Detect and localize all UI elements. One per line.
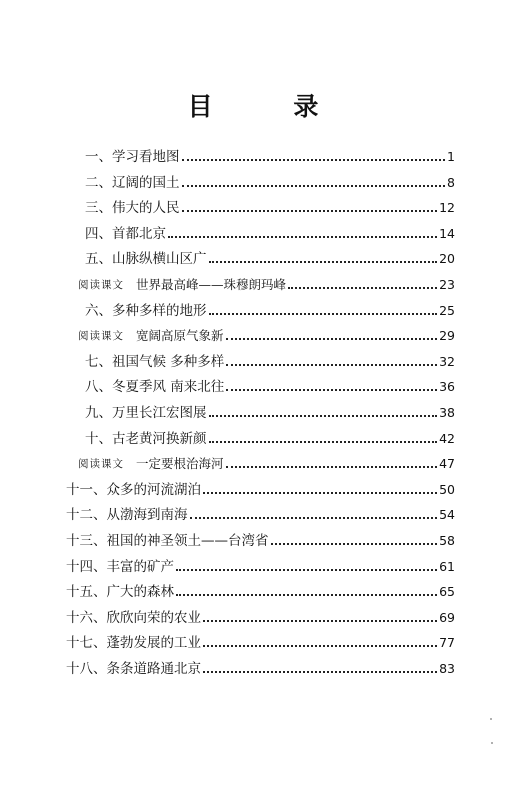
- dot-leader: [203, 645, 437, 647]
- chapter-title: 广大的森林: [106, 584, 174, 601]
- page-number: 47: [439, 456, 455, 472]
- page-number: 65: [439, 584, 455, 600]
- dot-leader: [209, 313, 438, 315]
- chapter-title: 丰富的矿产: [106, 558, 174, 575]
- dot-leader: [182, 185, 446, 187]
- chapter-title: 山脉纵横山区广: [112, 251, 207, 268]
- reading-text-tag: 阅读课文: [78, 458, 124, 471]
- toc-entry: [85, 223, 455, 243]
- page-number: 1: [447, 149, 455, 164]
- chapter-number: 九、: [85, 405, 112, 421]
- toc-entry: [85, 248, 455, 268]
- chapter-title: 首都北京: [112, 225, 166, 242]
- page-number: 61: [439, 558, 455, 574]
- chapter-title: 从渤海到南海: [106, 507, 188, 524]
- chapter-number: 十五、: [66, 584, 107, 601]
- page-title: 目 录: [187, 92, 355, 121]
- toc-entry: [85, 376, 455, 396]
- toc-entry-reading: [78, 453, 455, 473]
- chapter-title: 祖国的神圣领土——台湾省: [106, 533, 269, 549]
- chapter-title: 世界最高峰——珠穆朗玛峰: [136, 277, 287, 292]
- chapter-number: 十一、: [66, 481, 107, 498]
- toc-entry: [85, 146, 455, 166]
- chapter-title: 宽阔高原气象新: [136, 328, 224, 344]
- dot-leader: [226, 338, 438, 340]
- chapter-number: 六、: [85, 302, 112, 319]
- chapter-title: 古老黄河换新颜: [112, 430, 207, 447]
- toc-entry: [66, 581, 455, 601]
- scan-speck: [490, 718, 492, 720]
- page-number: 69: [439, 609, 455, 625]
- chapter-number: 四、: [85, 225, 112, 242]
- chapter-number: 十三、: [66, 533, 107, 549]
- dot-leader: [226, 466, 438, 468]
- chapter-title: 条条道路通北京: [106, 661, 201, 677]
- page-number: 14: [439, 225, 455, 241]
- page-number: 77: [439, 635, 455, 651]
- dot-leader: [226, 364, 437, 366]
- page-number: 58: [439, 533, 455, 548]
- page-number: 29: [439, 328, 455, 344]
- reading-text-tag: 阅读课文: [78, 330, 124, 343]
- toc-entry-reading: [78, 274, 455, 294]
- page-number: 32: [439, 353, 455, 369]
- toc-entry: [66, 479, 455, 499]
- page-number: 83: [439, 661, 455, 676]
- page-number: 8: [447, 174, 455, 190]
- dot-leader: [203, 671, 437, 673]
- chapter-number: 十七、: [66, 635, 107, 652]
- chapter-title: 辽阔的国土: [112, 174, 180, 191]
- page-number: 25: [439, 302, 455, 318]
- chapter-title: 冬夏季风 南来北往: [112, 379, 225, 396]
- toc-entry: [66, 530, 455, 550]
- reading-text-tag: 阅读课文: [78, 279, 124, 291]
- chapter-title: 欣欣向荣的农业: [106, 609, 201, 626]
- dot-leader: [168, 236, 437, 238]
- scan-speck: [491, 742, 493, 744]
- chapter-title: 多种多样的地形: [112, 302, 207, 319]
- page-number: 12: [439, 200, 455, 216]
- chapter-number: 五、: [85, 251, 112, 268]
- chapter-title: 伟大的人民: [112, 200, 180, 217]
- toc-entry: [85, 402, 455, 422]
- toc-entry: [85, 300, 455, 320]
- chapter-number: 八、: [85, 379, 112, 396]
- dot-leader: [203, 620, 437, 622]
- toc-entry: [66, 556, 455, 576]
- chapter-number: 三、: [85, 200, 112, 217]
- chapter-title: 蓬勃发展的工业: [106, 635, 201, 652]
- dot-leader: [203, 492, 437, 494]
- toc-entry-reading: [78, 325, 455, 345]
- toc-entry: [85, 197, 455, 217]
- chapter-title: 祖国气候 多种多样: [112, 353, 225, 370]
- dot-leader: [288, 287, 437, 289]
- toc-entry: [66, 504, 455, 524]
- toc-entry: [85, 428, 455, 448]
- page-number: 36: [439, 379, 455, 395]
- chapter-number: 十六、: [66, 609, 107, 626]
- dot-leader: [209, 441, 438, 443]
- dot-leader: [190, 517, 438, 519]
- toc-entry: [66, 632, 455, 652]
- toc-entry: [85, 351, 455, 371]
- dot-leader: [209, 415, 438, 417]
- chapter-title: 众多的河流湖泊: [106, 481, 201, 498]
- dot-leader: [182, 210, 438, 212]
- dot-leader: [226, 389, 437, 391]
- page-number: 50: [439, 481, 455, 497]
- page-number: 23: [439, 277, 455, 292]
- toc-entry: [85, 172, 455, 192]
- page-number: 20: [439, 251, 455, 267]
- chapter-number: 一、: [85, 149, 112, 165]
- chapter-number: 十、: [85, 430, 112, 447]
- chapter-title: 万里长江宏图展: [112, 405, 207, 421]
- page-number: 54: [439, 507, 455, 523]
- dot-leader: [271, 543, 438, 545]
- dot-leader: [182, 159, 446, 161]
- toc-entry: [66, 658, 455, 678]
- dot-leader: [209, 261, 438, 263]
- page-number: 38: [439, 405, 455, 420]
- chapter-number: 十四、: [66, 558, 107, 575]
- page-number: 42: [439, 430, 455, 446]
- chapter-number: 七、: [85, 353, 112, 370]
- toc-entry: [66, 607, 455, 627]
- chapter-number: 二、: [85, 174, 112, 191]
- chapter-number: 十八、: [66, 661, 107, 677]
- chapter-number: 十二、: [66, 507, 107, 524]
- chapter-title: 学习看地图: [112, 149, 180, 165]
- chapter-title: 一定要根治海河: [136, 456, 224, 472]
- dot-leader: [176, 594, 437, 596]
- dot-leader: [176, 569, 437, 571]
